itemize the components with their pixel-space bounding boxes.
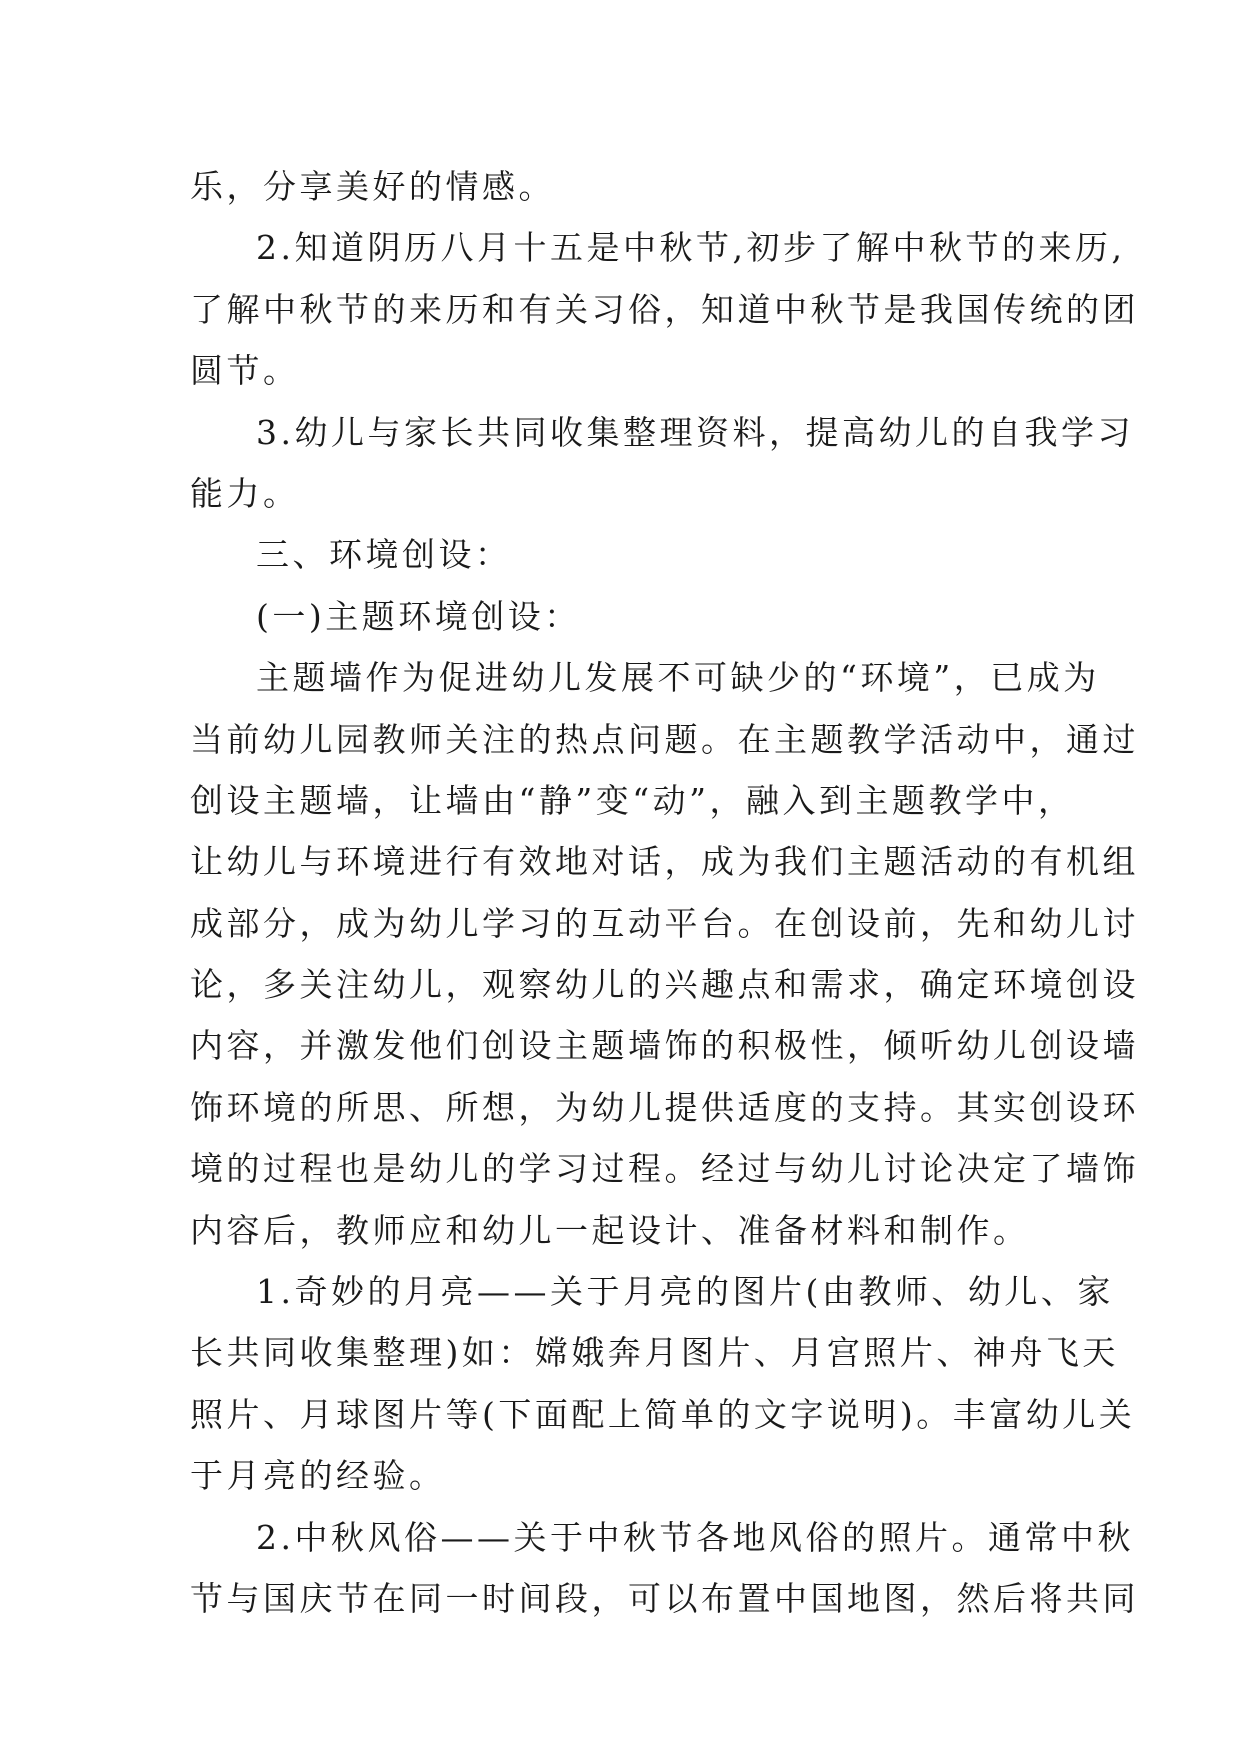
text-line: 让幼儿与环境进行有效地对话，成为我们主题活动的有机组 xyxy=(190,842,1139,882)
text-line: 照片、月球图片等(下面配上简单的文字说明)。丰富幼儿关 xyxy=(190,1394,1136,1434)
text-line: 于月亮的经验。 xyxy=(190,1456,446,1496)
text-line: 内容，并激发他们创设主题墙饰的积极性，倾听幼儿创设墙 xyxy=(190,1026,1139,1066)
text-line: 了解中秋节的来历和有关习俗，知道中秋节是我国传统的团 xyxy=(190,289,1139,329)
text-line: 成部分，成为幼儿学习的互动平台。在创设前，先和幼儿讨 xyxy=(190,903,1139,943)
text-line: 2.中秋风俗——关于中秋节各地风俗的照片。通常中秋 xyxy=(256,1517,1134,1557)
text-line: 长共同收集整理)如：嫦娥奔月图片、月宫照片、神舟飞天 xyxy=(190,1333,1119,1373)
text-line: 三、环境创设： xyxy=(256,535,512,575)
text-line: 2.知道阴历八月十五是中秋节,初步了解中秋节的来历, xyxy=(256,228,1126,268)
text-line: (一)主题环境创设： xyxy=(256,596,581,636)
text-line: 乐，分享美好的情感。 xyxy=(190,167,555,206)
text-line: 当前幼儿园教师关注的热点问题。在主题教学活动中，通过 xyxy=(190,719,1139,759)
text-line: 3.幼儿与家长共同收集整理资料，提高幼儿的自我学习 xyxy=(256,412,1134,452)
text-line: 境的过程也是幼儿的学习过程。经过与幼儿讨论决定了墙饰 xyxy=(190,1149,1139,1189)
text-line: 能力。 xyxy=(190,473,300,513)
text-line: 节与国庆节在同一时间段，可以布置中国地图，然后将共同 xyxy=(190,1578,1139,1618)
text-line: 饰环境的所思、所想，为幼儿提供适度的支持。其实创设环 xyxy=(190,1087,1139,1127)
text-line: 内容后，教师应和幼儿一起设计、准备材料和制作。 xyxy=(190,1210,1030,1250)
text-line: 创设主题墙，让墙由“静”变“动”，融入到主题教学中， xyxy=(190,780,1075,820)
document-body xyxy=(190,156,1139,1629)
text-line: 圆节。 xyxy=(190,351,300,391)
text-line: 1.奇妙的月亮——关于月亮的图片(由教师、幼儿、家 xyxy=(256,1272,1114,1312)
text-line: 论，多关注幼儿，观察幼儿的兴趣点和需求，确定环境创设 xyxy=(190,965,1139,1005)
text-line: 主题墙作为促进幼儿发展不可缺少的“环境”，已成为 xyxy=(256,658,1100,698)
